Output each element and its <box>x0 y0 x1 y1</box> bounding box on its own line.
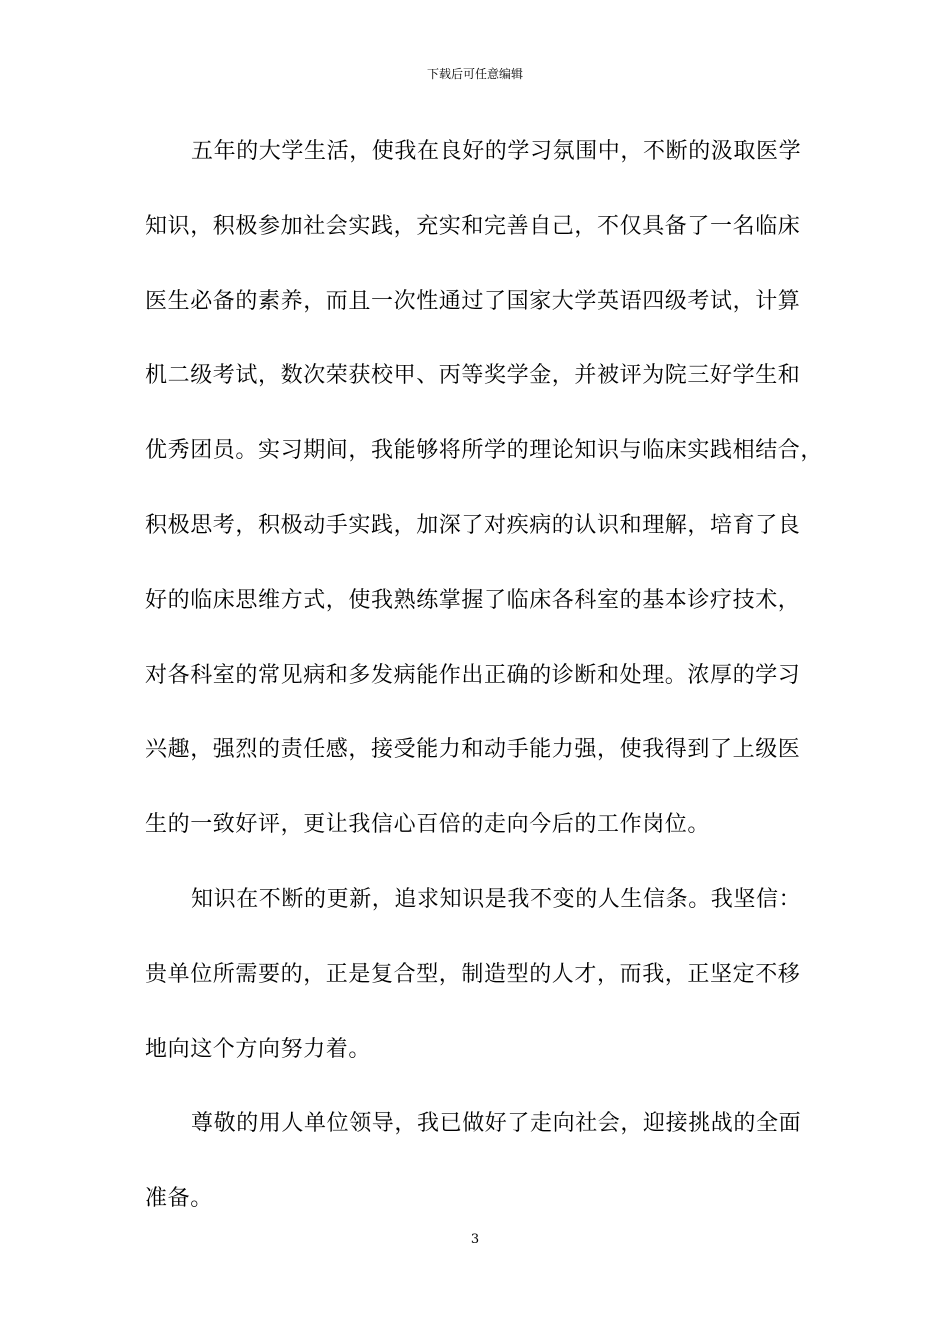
paragraph-1-line-7: 好的临床思维方式，使我熟练掌握了临床各科室的基本诊疗技术， <box>145 587 801 613</box>
paragraph-3-line-2: 准备。 <box>145 1186 213 1212</box>
paragraph-1-line-2: 知识，积极参加社会实践，充实和完善自己，不仅具备了一名临床 <box>145 213 801 239</box>
paragraph-1-line-4: 机二级考试，数次荣获校甲、丙等奖学金，并被评为院三好学生和 <box>145 363 801 389</box>
page-header: 下载后可任意编辑 <box>426 67 523 81</box>
paragraph-2-line-2: 贵单位所需要的，正是复合型，制造型的人才，而我，正坚定不移 <box>145 961 801 987</box>
paragraph-1-line-6: 积极思考，积极动手实践，加深了对疾病的认识和理解，培育了良 <box>145 512 801 538</box>
paragraph-2-line-1: 知识在不断的更新，追求知识是我不变的人生信条。我坚信： <box>191 886 802 912</box>
page-number: 3 <box>470 1232 480 1247</box>
paragraph-1-line-5: 优秀团员。实习期间，我能够将所学的理论知识与临床实践相结合， <box>145 438 824 464</box>
paragraph-1-line-10: 生的一致好评，更让我信心百倍的走向今后的工作岗位。 <box>145 812 711 838</box>
document-body <box>145 124 825 1246</box>
paragraph-3-line-1: 尊敬的用人单位领导，我已做好了走向社会，迎接挑战的全面 <box>191 1111 802 1137</box>
paragraph-2-line-3: 地向这个方向努力着。 <box>145 1036 372 1062</box>
paragraph-1-line-1: 五年的大学生活，使我在良好的学习氛围中，不断的汲取医学 <box>191 139 802 164</box>
paragraph-1-line-9: 兴趣，强烈的责任感，接受能力和动手能力强，使我得到了上级医 <box>145 737 801 763</box>
paragraph-1-line-8: 对各科室的常见病和多发病能作出正确的诊断和处理。浓厚的学习 <box>145 662 801 688</box>
paragraph-1-line-3: 医生必备的素养，而且一次性通过了国家大学英语四级考试，计算 <box>145 288 801 314</box>
